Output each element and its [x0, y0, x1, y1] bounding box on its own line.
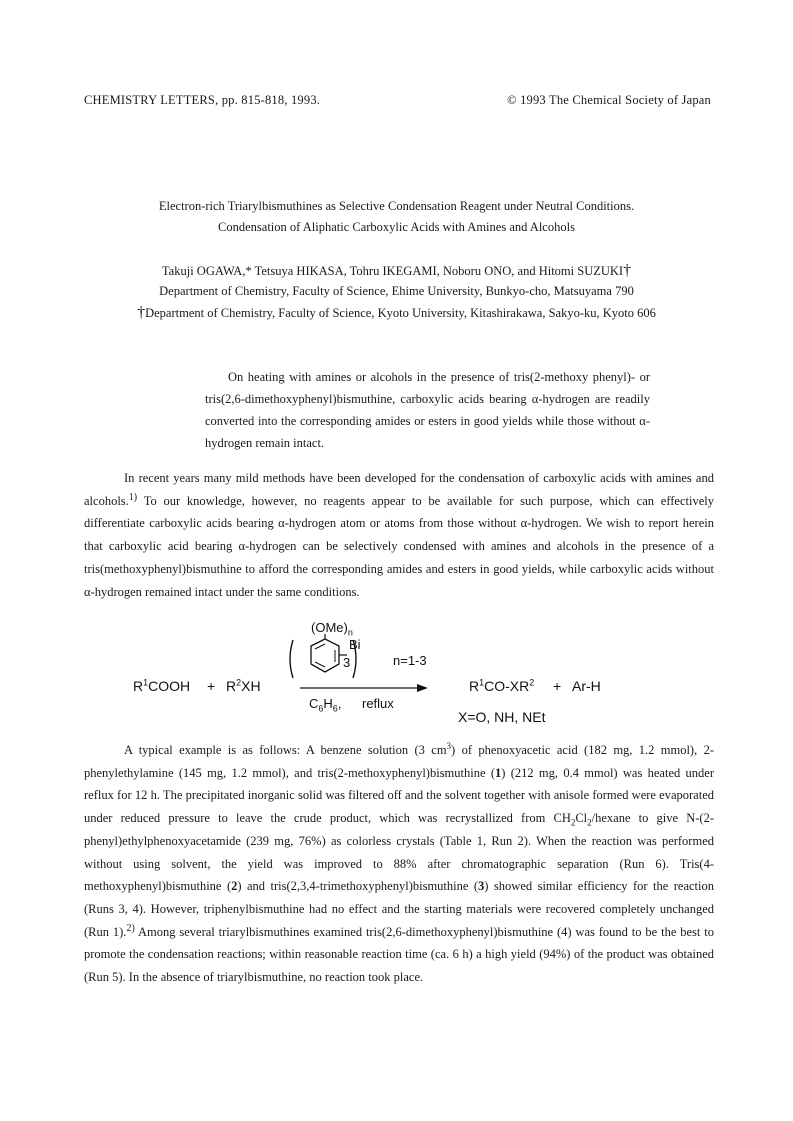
intro-paragraph — [84, 467, 714, 603]
affiliation-2 — [0, 304, 793, 322]
intro-text-1: In recent years many mild methods have been developed for the condensation of carboxylic acids with amines and alcohols. — [84, 471, 714, 508]
paper-title-line-2: Condensation of Aliphatic Carboxylic Acids with Amines and Alcohols — [218, 220, 575, 234]
reaction-scheme — [0, 620, 793, 730]
x-values-label: X=O, NH, NEt — [458, 709, 546, 725]
product-amide-ester: $R^1CO-XR^2$ — [469, 677, 535, 694]
example-text-1: A typical example is as follows: A benzene solution (3 cm — [124, 743, 447, 757]
affiliation-2-text: Department of Chemistry, Faculty of Science, Kyoto University, Kitashirakawa, Sakyo-ku, Kyoto 606 — [145, 306, 656, 320]
compound-2-label: 2 — [231, 879, 238, 894]
subscript-2a: 2 — [570, 817, 576, 828]
example-text-2: ) of phenoxyacetic acid (182 mg, 1.2 mmol), 2-phenylethylamine (145 mg, 1.2 mmol), and tris(2-methoxyphenyl)bismuthine ( — [84, 743, 714, 780]
bismuth-label: Bi — [349, 637, 361, 652]
reaction-arrow-icon — [300, 682, 428, 694]
abstract: On heating with amines or alcohols in the presence of tris(2-methoxy phenyl)- or tris(2,6-dimethoxyphenyl)bismuthine, carboxylic acids bearing α-hydrogen are readily converted into the corresponding amides or esters in good yields while those without α-hydrogen remain intact. — [205, 370, 650, 450]
journal-citation: CHEMISTRY LETTERS, pp. 815-818, 1993. — [84, 93, 321, 107]
compound-3-label: 3 — [478, 879, 485, 894]
reactant-amine-alcohol: $R^2XH$ — [226, 677, 261, 694]
example-text-5: /hexane to give N-(2-phenyl)ethylphenoxyacetamide (239 mg, 76%) as colorless crystals (Table 1, Run 2). When the reaction was performed without using solvent, the yield was improved to 88% after chromatographic separation (Run 6). Tris(4-methoxyphenyl)bismuthine ( — [84, 811, 714, 894]
paper-title-line-1: Electron-rich Triarylbismuthines as Selective Condensation Reagent under Neutral Conditions. — [158, 199, 635, 213]
tris-subscript: 3 — [343, 655, 351, 670]
copyright-notice: © 1993 The Chemical Society of Japan — [507, 93, 711, 107]
example-text-8: Among several triarylbismuthines examined tris(2,6-dimethoxyphenyl)bismuthine (4) was found to be the best to promote the condensation reactions; within reasonable reaction time (ca. 6 h) a high yield (94%) of the product was obtained (Run 5). In the absence of triarylbismuthine, no reaction took place. — [84, 924, 714, 985]
example-text-3: ) (212 mg, 0.4 mmol) was heated under reflux for 12 h. The precipitated inorganic solid was filtered off and the solvent together with anisole formed were evaporated under reduced pressure to leave the crude product, which was recrystallized from CH — [84, 765, 714, 826]
example-text-7: ) showed similar efficiency for the reaction (Runs 3, 4). However, triphenylbismuthine had no effect and the starting materials were recovered completely unchanged (Run 1). — [84, 879, 715, 939]
ome-substituent: $(OMe)_n$ — [311, 620, 353, 638]
example-paragraph — [84, 739, 714, 989]
subscript-2b: 2 — [587, 817, 592, 828]
example-text-6: ) and tris(2,3,4-trimethoxyphenyl)bismuthine ( — [237, 879, 479, 894]
product-arene: Ar-H — [572, 678, 601, 694]
intro-text-2: To our knowledge, however, no reagents appear to be available for such purpose, which can effectively differentiate carboxylic acids bearing α-hydrogen atom or atoms from those without α-hydrogen. We wish to report herein that carboxylic acid bearing α-hydrogen can be selectively condensed with amines and alcohols in the presence of a tris(methoxyphenyl)bismuthine to afford the corresponding amides and esters in good yields, while carboxylic acids without α-hydrogen remained intact under the same conditions. — [84, 493, 714, 599]
reflux-label: reflux — [362, 696, 394, 711]
plus-sign-2: + — [553, 678, 562, 694]
plus-sign-1: + — [207, 678, 216, 694]
reference-2: 2) — [126, 922, 135, 934]
dagger-mark-2: † — [137, 304, 146, 321]
author-list — [0, 262, 793, 280]
author-names: Takuji OGAWA,* Tetsuya HIKASA, Tohru IKEGAMI, Noboru ONO, and Hitomi SUZUKI — [161, 264, 624, 278]
affiliation-1: Department of Chemistry, Faculty of Science, Ehime University, Bunkyo-cho, Matsuyama 790 — [159, 284, 634, 298]
dagger-mark: † — [623, 262, 632, 279]
superscript-3: 3 — [446, 740, 452, 751]
solvent-label: $C_6H_6$, — [309, 696, 342, 714]
example-text-4: Cl — [575, 811, 588, 826]
reference-1: 1) — [128, 491, 138, 503]
compound-1-label: 1 — [495, 765, 502, 780]
n-range-label: n=1-3 — [393, 653, 427, 668]
reactant-acid: $R^1COOH$ — [133, 677, 191, 694]
